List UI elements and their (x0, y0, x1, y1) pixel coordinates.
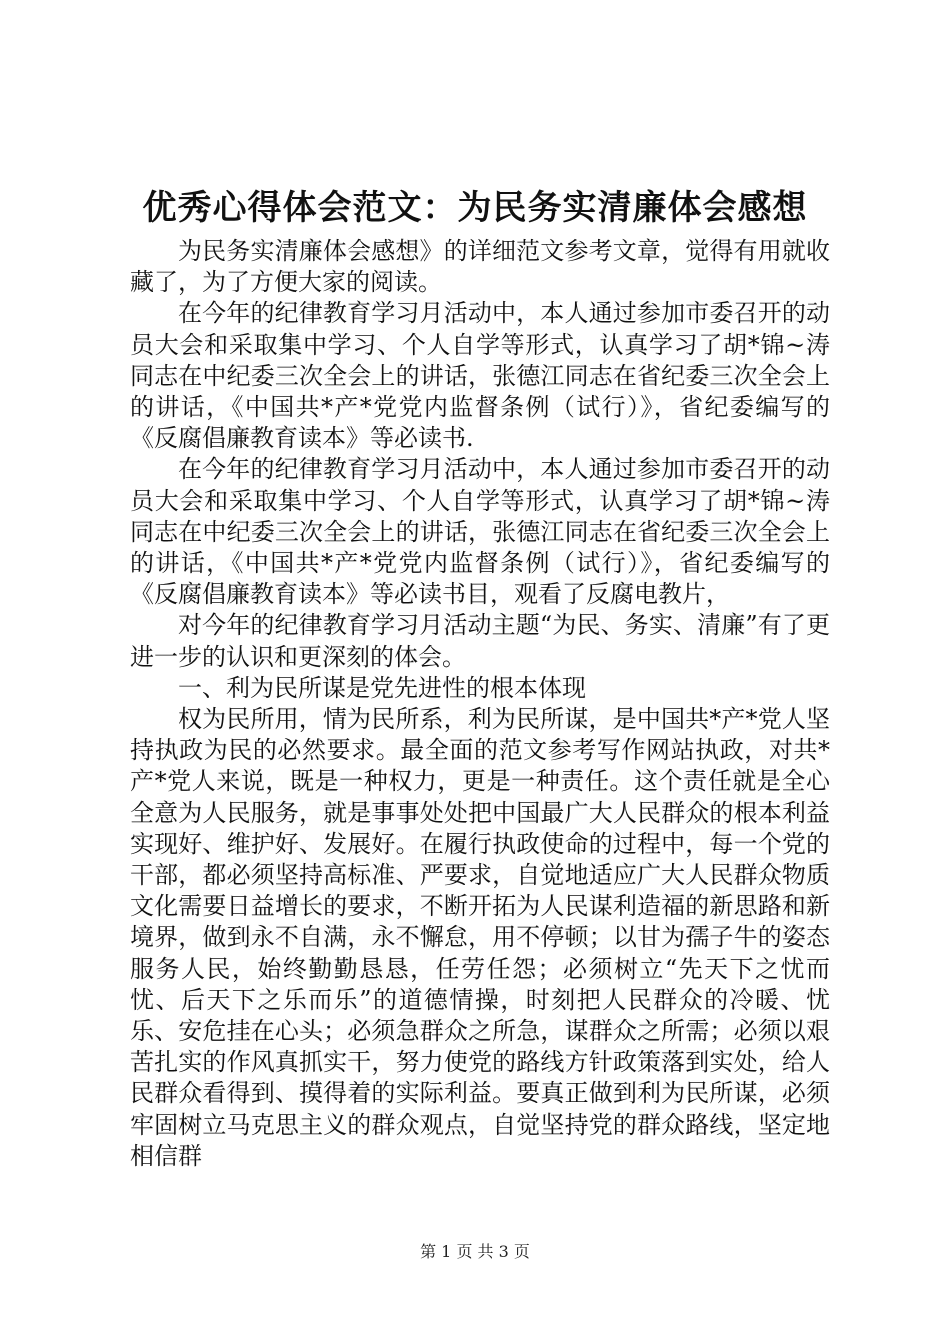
paragraph-study-1: 在今年的纪律教育学习月活动中，本人通过参加市委召开的动员大会和采取集中学习、个人自学等形式，认真学习了胡*锦~涛同志在中纪委三次全会上的讲话，张德江同志在省纪委三次全会上的讲话，《中国共*产*党党内监督条例（试行）》，省纪委编写的《反腐倡廉教育读本》等必读书. (130, 299, 830, 453)
section-heading-1: 一、利为民所谋是党先进性的根本体现 (178, 673, 586, 702)
document-title: 优秀心得体会范文：为民务实清廉体会感想 (142, 188, 808, 228)
page-footer: 第 1 页 共 3 页 (420, 1242, 530, 1261)
paragraph-theme: 对今年的纪律教育学习月活动主题“为民、务实、清廉”有了更进一步的认识和更深刻的体会。 (130, 611, 830, 671)
document-body (130, 236, 830, 1172)
paragraph-intro: 为民务实清廉体会感想》的详细范文参考文章，觉得有用就收藏了，为了方便大家的阅读。 (130, 237, 830, 297)
paragraph-study-2: 在今年的纪律教育学习月活动中，本人通过参加市委召开的动员大会和采取集中学习、个人自学等形式，认真学习了胡*锦~涛同志在中纪委三次全会上的讲话，张德江同志在省纪委三次全会上的讲话，《中国共*产*党党内监督条例（试行）》，省纪委编写的《反腐倡廉教育读本》等必读书目，观看了反腐电教片， (130, 455, 830, 609)
paragraph-section-1: 权为民所用，情为民所系，利为民所谋，是中国共*产*党人坚持执政为民的必然要求。最全面的范文参考写作网站执政，对共*产*党人来说，既是一种权力，更是一种责任。这个责任就是全心全意为人民服务，就是事事处处把中国最广大人民群众的根本利益实现好、维护好、发展好。在履行执政使命的过程中，每一个党的干部，都必须坚持高标准、严要求，自觉地适应广大人民群众物质文化需要日益增长的要求，不断开拓为人民谋利造福的新思路和新境界，做到永不自满，永不懈怠，用不停顿；以甘为孺子牛的姿态服务人民，始终勤勤恳恳，任劳任怨；必须树立“先天下之忧而忧、后天下之乐而乐”的道德情操，时刻把人民群众的冷暖、忧乐、安危挂在心头；必须急群众之所急，谋群众之所需；必须以艰苦扎实的作风真抓实干，努力使党的路线方针政策落到实处，给人民群众看得到、摸得着的实际利益。要真正做到利为民所谋，必须牢固树立马克思主义的群众观点，自觉坚持党的群众路线，坚定地相信群 (130, 705, 830, 1170)
